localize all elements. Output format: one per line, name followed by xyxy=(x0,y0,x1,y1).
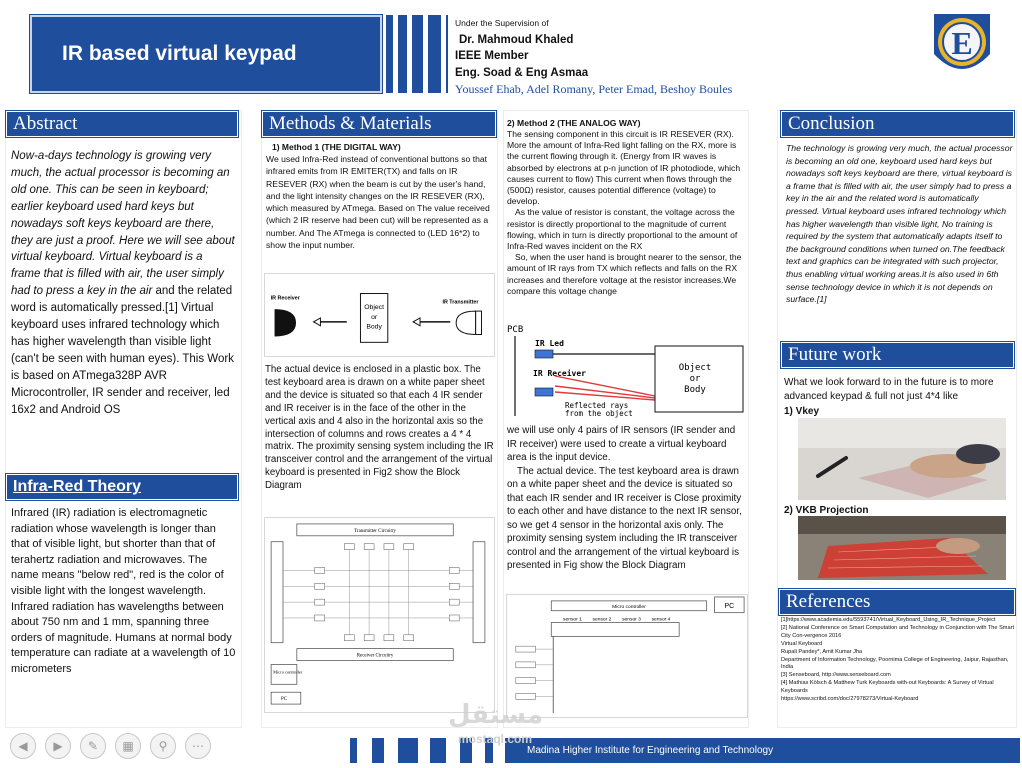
future-item-vkey: 1) Vkey xyxy=(784,406,820,417)
fig3-pcb-label: PCB xyxy=(507,325,524,335)
fig4-sensor-3: sensor 3 xyxy=(622,617,641,623)
method2-para5: The actual device. The test keyboard area is drawn on a white paper sheet and the device is situated so that each IR sender and IR receiver is Close proximity to each other and have distance to the next IR sensor, so we get 4 sensor in the horizontal axis only. The proximity sensing system including the IR transceiver control and the arrangement of the virtual keyboard is presented in Fig show the Block Diagram xyxy=(507,465,742,571)
slides-grid-icon[interactable]: ▦ xyxy=(115,733,141,759)
methods-heading: Methods & Materials xyxy=(262,111,496,137)
more-options-icon[interactable]: ⋯ xyxy=(185,733,211,759)
block-diagram-matrix xyxy=(264,517,495,713)
engineers-names: Eng. Soad & Eng Asmaa xyxy=(455,66,589,79)
conclusion-heading: Conclusion xyxy=(781,111,1014,137)
watermark-url: mostaql.com xyxy=(458,732,533,746)
method2-para4: we will use only 4 pairs of IR sensors (IR sender and IR receiver) were used to create a virtual keyboard area is the input device. xyxy=(507,425,736,463)
footer-stripe xyxy=(372,738,384,763)
fig3-object-line3: Body xyxy=(684,385,706,395)
fig4-sensor-4: sensor 4 xyxy=(651,617,671,623)
conclusion-body: The technology is growing very much, the actual processor is becoming an old one, keyboard used hard keys but nowadays soft keys keyboard are there, virtual keyboard is a frame that is filled with air, the user simply had to press a key in the air and the related word is automatically pressed. Virtual keyboard uses infrared technology which has higher wavelength than visible light, No training is required by the system that automatically adapts itself to the background conditions when turned on.The feedback text and graphics can be integrated with such projector, thus enabling virtual working areas.it is also used in 6th sense technology device in which it is not depends on surface.[1] xyxy=(786,143,1013,305)
fig1-object-line2: or xyxy=(371,313,378,321)
reference-item: [4] Mathias Kölsch & Matthew Turk Keyboards with-out Keyboards: A Survey of Virtual Keyboards xyxy=(781,680,994,695)
fig3-led-label: IR Led xyxy=(535,339,564,348)
fig4-sensor-2: sensor 2 xyxy=(592,617,612,623)
reference-item: [1]https://www.academia.edu/5593741/Virtual_Keyboard_Using_IR_Technique_Project xyxy=(781,617,996,623)
future-item-vkb: 2) VKB Projection xyxy=(784,505,869,516)
fig4-mcu-label: Micro controller xyxy=(612,604,646,610)
method2-para1: The sensing component in this circuit is IR RESEVER (RX). More the amount of Infra-Red light falling on the RX, more is the current flowing through it. (Energy from IR waves is absorbed by electrons at p-n junction of IR photodiode, which causes current to flow) This current when flows through the (500Ω) resistor, causes potential difference (voltage) to develop. xyxy=(507,129,741,207)
zoom-icon[interactable]: ⚲ xyxy=(150,733,176,759)
header-stripe xyxy=(428,15,441,93)
fig4-sensor-1: sensor 1 xyxy=(563,617,582,623)
fig2-bottom-label: Receiver Circuitry xyxy=(356,653,394,659)
title-banner xyxy=(30,15,382,93)
fig3-receiver-label: IR Receiver xyxy=(533,369,586,378)
reference-item: Rupali Pandey*, Amit Kumar Jha xyxy=(781,648,863,655)
fig1-transmitter-label: IR Transmitter xyxy=(442,299,479,306)
future-work-body: What we look forward to in the future is to more advanced keypad & full not just 4*4 like xyxy=(784,377,994,402)
fig3-object-line1: Object xyxy=(678,363,712,373)
footer-stripe xyxy=(398,738,418,763)
method1-body: We used Infra-Red instead of conventional buttons so that infrared emits from IR EMITER(TX) and falls on IR RESEVER (RX) when the beam is cut by the user's hand, and the light intensity changes on the IR RESEVER (RX), which measured by ATmega. Based on The value received (which 2 IR reserve had been cut) will be represented as a number. And The ATmega is connected to (LED 16*2) to show the input number. xyxy=(266,154,490,251)
fig1-receiver-label: IR Receiver xyxy=(270,295,300,302)
authors-list: Youssef Ehab, Adel Romany, Peter Emad, Beshoy Boules xyxy=(455,82,733,96)
fig3-reflected-line1: Reflected rays xyxy=(565,401,629,410)
fig4-pc-label: PC xyxy=(724,602,735,610)
fig3-object-line2: or xyxy=(689,374,701,384)
reference-item: [2] National Conference on Smart Computation and Technology in Conjunction with The Smart City Con-vergence 2016 xyxy=(781,624,1014,639)
watermark-logo: مستقل xyxy=(448,700,544,730)
header-stripe xyxy=(386,15,393,93)
fig2-mcu-label: Micro controller xyxy=(273,669,303,675)
footer-stripe xyxy=(430,738,446,763)
vkey-photo xyxy=(798,418,1006,500)
method2-body-lower xyxy=(507,424,747,573)
supervisor-name: Dr. Mahmoud Khaled xyxy=(459,33,574,46)
abstract-heading: Abstract xyxy=(6,111,238,137)
fig2-pc-label: PC xyxy=(281,697,288,703)
future-work-heading: Future work xyxy=(781,342,1014,368)
ir-beam-diagram xyxy=(264,273,495,357)
method2-para3: So, when the user hand is brought nearer to the sensor, the amount of IR rays from TX which reflects and falls on the RX increases and therefore voltage at the resistor increases.We compare this voltage change xyxy=(507,252,742,296)
poster-title: IR based virtual keypad xyxy=(62,42,297,65)
next-slide-icon[interactable]: ▶ xyxy=(45,733,71,759)
fig2-top-label: Transmitter Circuitry xyxy=(354,528,397,534)
supervision-label: Under the Supervision of xyxy=(455,18,549,28)
supervision-block xyxy=(455,15,732,98)
fig1-object-line3: Body xyxy=(366,323,382,331)
institute-footer: Madina Higher Institute for Engineering and Technology xyxy=(505,738,1020,763)
fig3-reflected-line2: from the object xyxy=(565,409,633,418)
pen-icon[interactable]: ✎ xyxy=(80,733,106,759)
ir-theory-body: Infrared (IR) radiation is electromagnetic radiation whose wavelength is longer than that of visible light, but shorter than that of terahertz radiation and microwaves. The name means "below red", red is the color of visible light with the longest wavelength. Infrared radiation has wavelengths between about 750 nm and 1 mm, spanning three orders of magnitude. Humans at normal body temperature can radiate at a wavelength of 10 micrometers xyxy=(11,507,236,675)
method1-title: 1) Method 1 (THE DIGITAL WAY) xyxy=(272,142,401,152)
references-heading: References xyxy=(779,589,1015,615)
prev-slide-icon[interactable]: ◀ xyxy=(10,733,36,759)
fig1-object-line1: Object xyxy=(364,304,384,312)
footer-stripe xyxy=(350,738,357,763)
header-stripe xyxy=(398,15,407,93)
ir-theory-heading: Infra-Red Theory xyxy=(6,474,238,500)
reference-item: [3] Senseboard, http://www.senseboard.com xyxy=(781,672,891,679)
logo-letter: E xyxy=(951,25,973,61)
header-stripe xyxy=(412,15,423,93)
vkb-projection-photo xyxy=(798,516,1006,580)
method2-para2: As the value of resistor is constant, the voltage across the resistor is directly proportional to the magnitude of current flowing, which in turn is directly proportional to the amount of Infra-Red waves incident on the RX xyxy=(507,207,738,252)
reference-item: Department of Information Technology, Poornima College of Engineering, Jaipur, Rajasthan, India xyxy=(781,656,1009,671)
institute-logo xyxy=(930,8,994,84)
method2-title: 2) Method 2 (THE ANALOG WAY) xyxy=(507,118,641,128)
abstract-body xyxy=(11,148,235,419)
abstract-italic: Now-a-days technology is growing very much, the actual processor is becoming an old one. This can be seen in keyboard; earlier keyboard used hard keys but nowadays soft keys keyboard are there, they are just a proof. Here we will see about virtual keyboard. Virtual keyboard is a frame that is filled with air, the user simply had to press a key in the air xyxy=(11,150,235,298)
analog-reflection-diagram xyxy=(505,320,747,420)
method2-body xyxy=(507,129,747,297)
device-body: The actual device is enclosed in a plastic box. The test keyboard area is drawn on a white paper sheet and the device is situated so that each 4 IR sender and IR receiver is in the face of the other in the vertical axis and 4 also in the horizontal axis so the intersection of columns and rows creates a 4 * 4 matrix. The proximity sensing system including the IR transceiver control and the arrangement of the virtual keyboard is presented in Fig2 show the Block Diagram xyxy=(265,364,494,492)
reference-item: Virtual Keyboard xyxy=(781,640,823,647)
reference-item: https://www.scribd.com/doc/27978273/Virtual-Keyboard xyxy=(781,696,919,703)
supervisor-membership: IEEE Member xyxy=(455,50,529,62)
references-list xyxy=(781,617,1015,704)
abstract-normal: and the related word is automatically pressed.[1] Virtual keyboard uses infrared technology which has higher wavelength than visible light (can't be seen with human eyes). This Work is based on ATmega328P AVR Microcontroller, IR sender and receiver, led 16x2 and Android OS xyxy=(11,285,234,416)
header-stripe xyxy=(446,15,448,93)
